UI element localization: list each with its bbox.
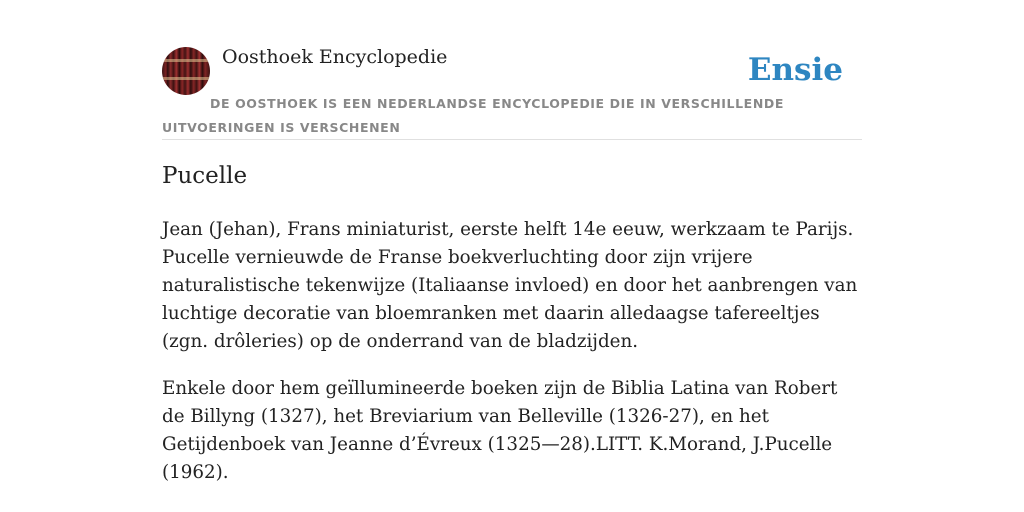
- article-body: [162, 216, 862, 506]
- brand-logo[interactable]: Ensie: [747, 52, 843, 88]
- article-paragraph: Jean (Jehan), Frans miniaturist, eerste helft 14e eeuw, werkzaam te Parijs. Pucelle vernieuwde de Franse boekverluchting door zijn vrijere naturalistische tekenwijze (Italiaanse invloed) en door het aanbrengen van luchtige decoratie van bloemranken met daarin alledaagse tafereeltjes (zgn. drôleries) op de onderrand van de bladzijden.: [162, 219, 858, 352]
- book-spine-band: [162, 59, 210, 62]
- book-spine-band: [162, 77, 210, 80]
- encyclopedia-books-icon[interactable]: [162, 47, 210, 95]
- tagline: DE OOSTHOEK IS EEN NEDERLANDSE ENCYCLOPEDIE DIE IN VERSCHILLENDE UITVOERINGEN IS VERSCHENEN: [162, 96, 784, 135]
- header-divider: [162, 139, 862, 140]
- site-title[interactable]: Oosthoek Encyclopedie: [222, 46, 448, 68]
- article-paragraph: Enkele door hem geïllumineerde boeken zijn de Biblia Latina van Robert de Billyng (1327), het Breviarium van Belleville (1326-27), en het Getijdenboek van Jeanne d’Évreux (1325—28).LITT. K.Morand, J.Pucelle (1962).: [162, 378, 838, 483]
- article-title: Pucelle: [162, 163, 248, 189]
